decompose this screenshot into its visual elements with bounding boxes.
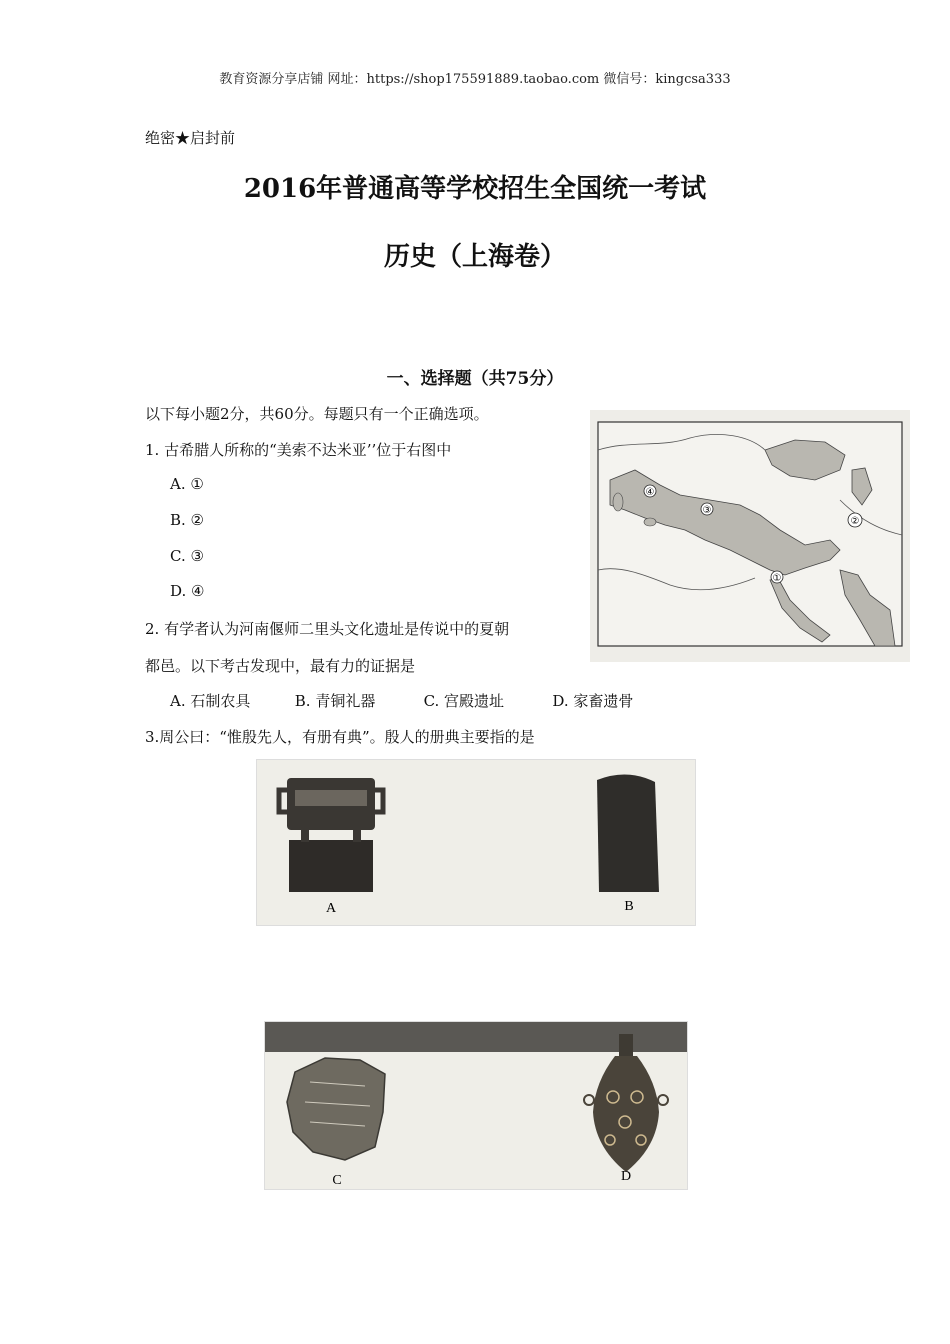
artifact-label-c: C [332,1173,342,1188]
q2-stem-line2: 都邑。以下考古发现中，最有力的证据是 [145,657,416,675]
q1-option-d: D. ④ [170,582,205,600]
map-marker-4 [644,485,656,498]
q1-option-c: C. ③ [170,547,204,565]
q3-stem: 3.周公曰：“惟殷先人，有册有典”。殷人的册典主要指的是 [145,728,535,746]
q3-images-cd [264,1021,688,1190]
svg-text:④: ④ [645,487,655,498]
artifact-a-bronze-vessel [279,778,383,892]
q1-option-a: A. ① [170,475,204,493]
q2-stem-line1: 2. 有学者认为河南偃师二里头文化遗址是传说中的夏朝 [145,620,510,638]
q2-option-c: C. 宫殿遗址 [423,692,505,710]
map-marker-1 [771,571,783,584]
exam-title: 2016年普通高等学校招生全国统一考试 [243,174,707,204]
mediterranean-map [590,410,910,662]
q2-option-b: B. 青铜礼器 [294,692,376,710]
artifact-label-a: A [325,901,337,916]
q2-option-d: D. 家畜遗骨 [552,692,634,710]
q2-options-row [170,690,633,711]
map-marker-3 [701,503,713,516]
map-marker-2 [848,513,862,527]
instruction-text: 以下每小题2分，共60分。每题只有一个正确选项。 [145,405,489,423]
q2-option-a: A. 石制农具 [170,692,251,710]
q3-images-ab [256,759,696,926]
artifact-drawings-cd [265,1022,687,1189]
page-header: 教育资源分享店铺 网址：https://shop175591889.taobao.com 微信号：kingcsa333 [219,72,731,87]
svg-text:②: ② [850,516,860,527]
artifact-c-oracle-bone [287,1058,385,1160]
secret-mark: 绝密★启封前 [145,129,236,147]
section-title: 一、选择题（共75分） [386,369,564,389]
q1-option-b: B. ② [170,511,205,529]
map-drawing [590,410,910,662]
artifact-drawings-ab [257,760,695,925]
artifact-d-decorated-vase [584,1034,668,1172]
artifact-label-d: D [620,1169,632,1184]
q1-stem: 1. 古希腊人所称的“美索不达米亚’’位于右图中 [145,441,452,459]
svg-text:③: ③ [702,505,712,516]
svg-text:①: ① [772,573,782,584]
artifact-label-b: B [624,899,634,914]
exam-subtitle: 历史（上海卷） [383,242,566,272]
artifact-b-stone-tablet [597,774,659,892]
